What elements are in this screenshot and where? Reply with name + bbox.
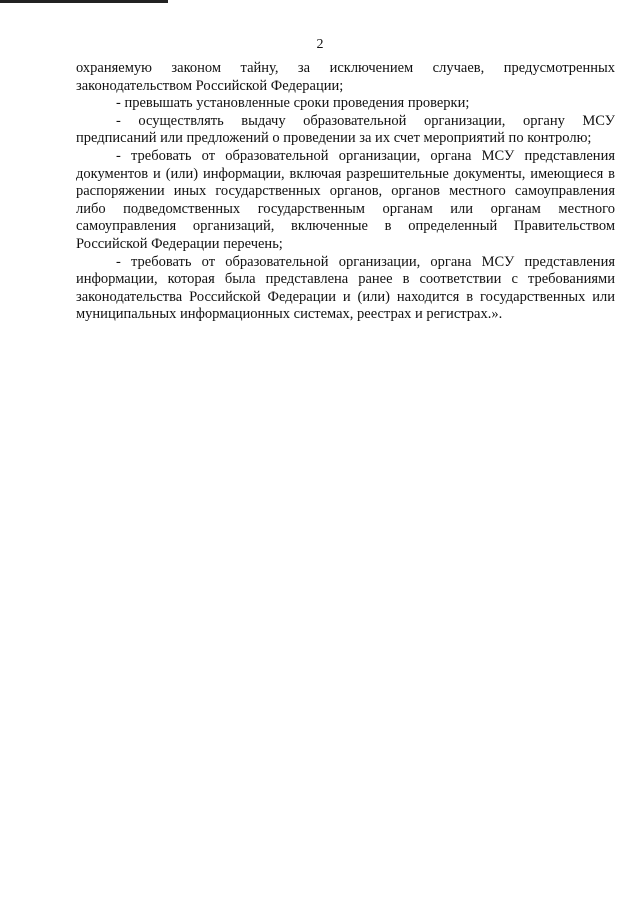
- page-number: 2: [316, 37, 324, 52]
- document-body: [76, 60, 615, 324]
- paragraph-request-information: - требовать от образовательной организации, органа МСУ представления информации, которая была представлена ранее в соответствии с требованиями законодательства Российской Федерации и (или) находится в государственных или муниципальных информационных системах, реестрах и регистрах.».: [76, 253, 615, 323]
- paragraph-request-documents: - требовать от образовательной организации, органа МСУ представления документов и (или) информации, включая разрешительные документы, имеющиеся в распоряжении иных государственных органов, органов местного самоуправления либо подведомственных государственным органам или органам местного самоуправления организаций, включенные в определенный Правительством Российской Федерации перечень;: [76, 147, 615, 252]
- paragraph-exceed-deadlines: - превышать установленные сроки проведения проверки;: [116, 95, 470, 112]
- top-rule: [0, 0, 168, 3]
- paragraph-issue-orders: - осуществлять выдачу образовательной организации, органу МСУ предписаний или предложений о проведении за их счет мероприятий по контролю;: [76, 112, 615, 147]
- paragraph-continuation: охраняемую законом тайну, за исключением случаев, предусмотренных законодательством Российской Федерации;: [76, 60, 615, 94]
